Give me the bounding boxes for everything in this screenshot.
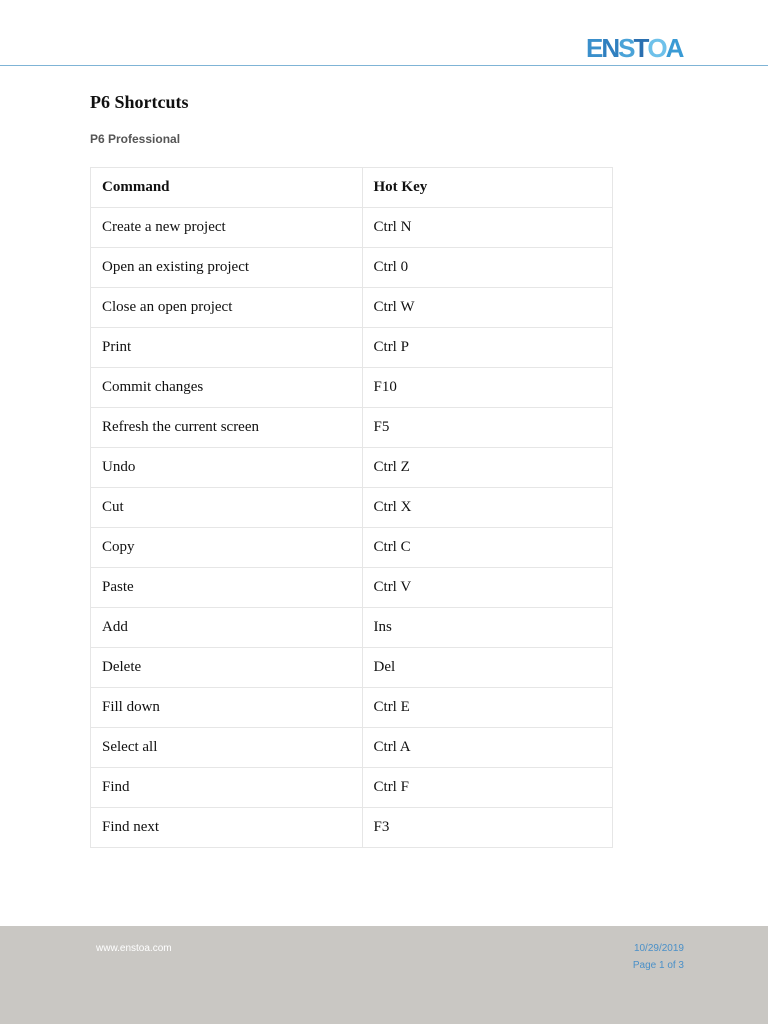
hot-key-cell: Ctrl N	[362, 208, 612, 248]
command-cell: Delete	[91, 648, 363, 688]
command-cell: Find next	[91, 808, 363, 848]
command-cell: Add	[91, 608, 363, 648]
table-row	[91, 808, 613, 848]
hot-key-cell: F5	[362, 408, 612, 448]
hot-key-cell: Ins	[362, 608, 612, 648]
table-header-row	[91, 168, 613, 208]
table-row	[91, 408, 613, 448]
table-row	[91, 768, 613, 808]
table-row	[91, 728, 613, 768]
hot-key-cell: Ctrl 0	[362, 248, 612, 288]
footer-date: 10/29/2019	[633, 943, 684, 954]
table-row	[91, 368, 613, 408]
table-row	[91, 248, 613, 288]
shortcuts-table	[90, 167, 613, 848]
logo-letter-o: O	[647, 33, 666, 63]
hot-key-cell: F10	[362, 368, 612, 408]
page-subtitle: P6 Professional	[90, 132, 181, 146]
logo-letter-t: T	[633, 33, 648, 63]
page-header	[0, 0, 768, 66]
hot-key-cell: Ctrl W	[362, 288, 612, 328]
logo-letter-e: E	[586, 33, 602, 63]
logo-letter-a: A	[665, 33, 683, 63]
column-header-hot-key: Hot Key	[362, 168, 612, 208]
table-row	[91, 568, 613, 608]
command-cell: Fill down	[91, 688, 363, 728]
page-footer	[0, 926, 768, 1024]
command-cell: Copy	[91, 528, 363, 568]
footer-page-number: Page 1 of 3	[632, 960, 684, 971]
table-row	[91, 528, 613, 568]
hot-key-cell: Ctrl C	[362, 528, 612, 568]
table-row	[91, 448, 613, 488]
hot-key-cell: Ctrl V	[362, 568, 612, 608]
table-row	[91, 208, 613, 248]
logo-letter-n: N	[601, 33, 619, 63]
hot-key-cell: Del	[362, 648, 612, 688]
table-row	[91, 688, 613, 728]
command-cell: Print	[91, 328, 363, 368]
hot-key-cell: Ctrl X	[362, 488, 612, 528]
command-cell: Paste	[91, 568, 363, 608]
hot-key-cell: Ctrl A	[362, 728, 612, 768]
command-cell: Create a new project	[91, 208, 363, 248]
page-title: P6 Shortcuts	[90, 92, 189, 112]
command-cell: Close an open project	[91, 288, 363, 328]
hot-key-cell: Ctrl F	[362, 768, 612, 808]
hot-key-cell: F3	[362, 808, 612, 848]
enstoa-logo	[586, 35, 682, 61]
table-row	[91, 648, 613, 688]
command-cell: Cut	[91, 488, 363, 528]
command-cell: Select all	[91, 728, 363, 768]
column-header-command: Command	[91, 168, 363, 208]
command-cell: Undo	[91, 448, 363, 488]
logo-letter-s: S	[618, 33, 634, 63]
table-body	[91, 208, 613, 848]
table-row	[91, 608, 613, 648]
command-cell: Refresh the current screen	[91, 408, 363, 448]
table-row	[91, 288, 613, 328]
table-row	[91, 328, 613, 368]
command-cell: Open an existing project	[91, 248, 363, 288]
command-cell: Find	[91, 768, 363, 808]
command-cell: Commit changes	[91, 368, 363, 408]
hot-key-cell: Ctrl P	[362, 328, 612, 368]
footer-website: www.enstoa.com	[96, 943, 172, 954]
table-row	[91, 488, 613, 528]
hot-key-cell: Ctrl Z	[362, 448, 612, 488]
hot-key-cell: Ctrl E	[362, 688, 612, 728]
